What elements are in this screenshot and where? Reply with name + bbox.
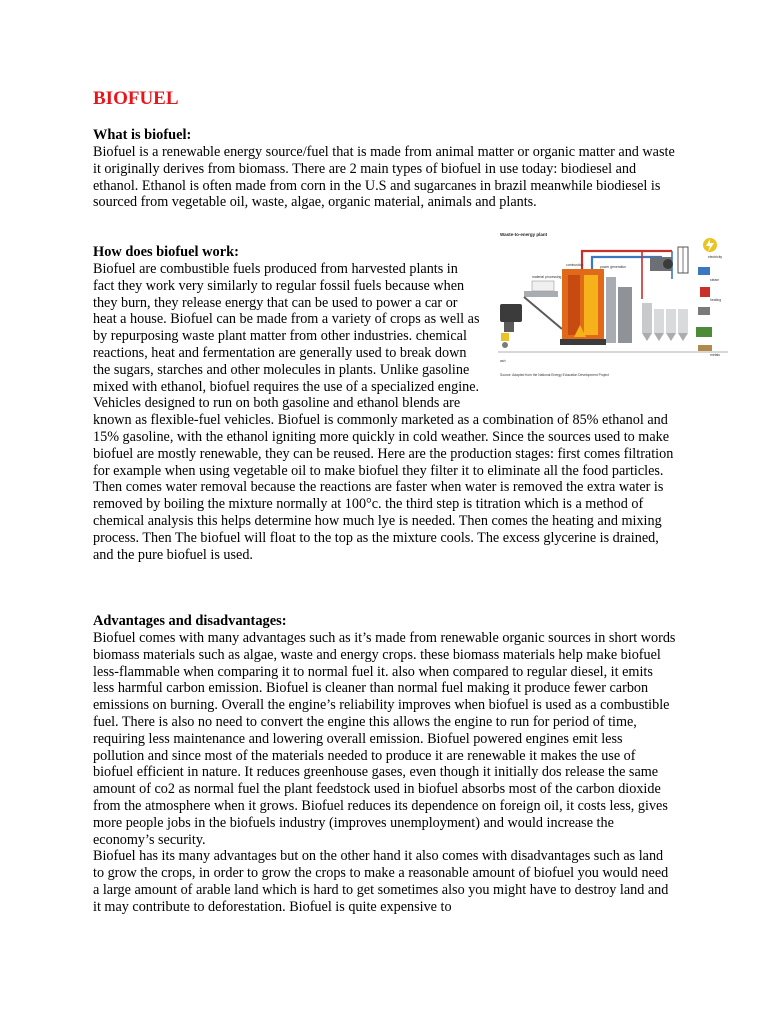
section-paragraph: Biofuel is a renewable energy source/fuel that is made from animal matter or organic matter and waste it originally derives from biomass. There are 2 main types of biofuel in use today: biodiesel and ethanol. Ethanol is often made from corn in the U.S and sugarcanes in brazil meanwhile biodiesel is sourced from vegetable oil, waste, algae, organic material, animals and plants. — [93, 144, 675, 211]
label-metals: metals — [710, 353, 720, 357]
waste-truck-icon — [500, 304, 522, 348]
material-processing-icon — [532, 281, 554, 291]
figure-title: Waste-to-energy plant — [500, 232, 548, 237]
figure-source: Source: Adapted from the National Energy Education Development Project — [500, 373, 609, 377]
label-electricity: electricity — [708, 255, 723, 259]
section-heading: Advantages and disadvantages: — [93, 613, 287, 629]
conveyor-icon — [524, 291, 562, 329]
section-paragraph: Biofuel has its many advantages but on the other hand it also comes with disadvantages such as land to grow the crops, in order to grow the crops to make a reasonable amount of biofuel you would need a large amount of arable land which is hard to get sometimes also you might have to destroy land and it may contribute to deforestation. Biofuel is quite expensive to — [93, 848, 669, 915]
section-paragraph: Biofuel comes with many advantages such as it’s made from renewable organic sources in short words biomass materials such as algae, waste and energy crops. these biomass materials help make biofuel less-flammable when comparing it to normal fuel it. also when compared to regular diesel, it emits less harmful carbon emission. Biofuel is cleaner than normal fuel making it produce fewer carbon emissions on burning. Overall the engine’s reliability improves when biofuel is used as a combustible fuel. There is also no need to convert the engine this allows the engine to run for period of time, requiring less maintenance and lowering overall emission. Biofuel powered engines emit less pollution and since most of the materials needed to produce it are renewable it makes the use of biofuel efficient in nature. It reduces greenhouse gases, even though it initially dos release the same amount of co2 as normal fuel the plant feedstock used in biofuel absorbs most of the carbon dioxide from the atmosphere when it grows. Biofuel reduces its dependence on foreign oil, it costs less, gives more people jobs in the biofuels industry (improves unemployment) and would increase the economy’s security. — [93, 630, 676, 848]
waste-to-energy-figure — [492, 229, 736, 381]
furnace-icon — [560, 269, 606, 345]
label-ash: ash — [500, 359, 506, 363]
waste-to-energy-diagram — [492, 229, 736, 381]
label-material: material processing — [532, 275, 562, 279]
smokestack-icon — [606, 277, 632, 343]
document-title: BIOFUEL — [93, 88, 179, 109]
label-heating: heating — [710, 298, 722, 302]
label-power: power generation — [600, 265, 627, 269]
section-heading: How does biofuel work: — [93, 244, 239, 260]
section-paragraph: Biofuel are combustible fuels produced from harvested plants in fact they work very similarly to regular fossil fuels because when they burn, they release energy that can be used to power a car or heat a house. Biofuel can be made from a variety of crops as well as by repurposing waste plant matter from other industries. chemical reactions, heat and fermentation are generally used to break down the sugars, starches and other molecules in plants. Unlike gasoline mixed with ethanol, biofuel requires the use of a specialized engine. Vehicles designed to run on both gasoline and ethanol blends are known as flexible-fuel vehicles. Biofuel is commonly marketed as a combination of 85% ethanol and 15% gasoline, with the ethanol igniting more quickly in cold weather. Since the sources used to make biofuel are mostly renewable, they can be reused. Here are the production stages: first comes filtration for example when using vegetable oil to make biofuel they filter it to eliminate all the food particles. Then comes water removal because the reactions are faster when water is removed the extra water is removed by boiling the mixture normally at 100°c. the third step is titration which is a method of chemical analysis this helps determine how much lye is needed. Then comes the heating and mixing process. Then The biofuel will float to the top as the mixture cools. The excess glycerine is drained, and the pure biofuel is used. — [93, 261, 674, 563]
section-what-is-biofuel — [93, 127, 677, 211]
silos-icon — [642, 303, 688, 341]
section-advantages-disadvantages — [93, 613, 677, 916]
label-steam: steam — [710, 278, 720, 282]
section-heading: What is biofuel: — [93, 127, 192, 143]
label-combustion: combustion — [566, 263, 584, 267]
